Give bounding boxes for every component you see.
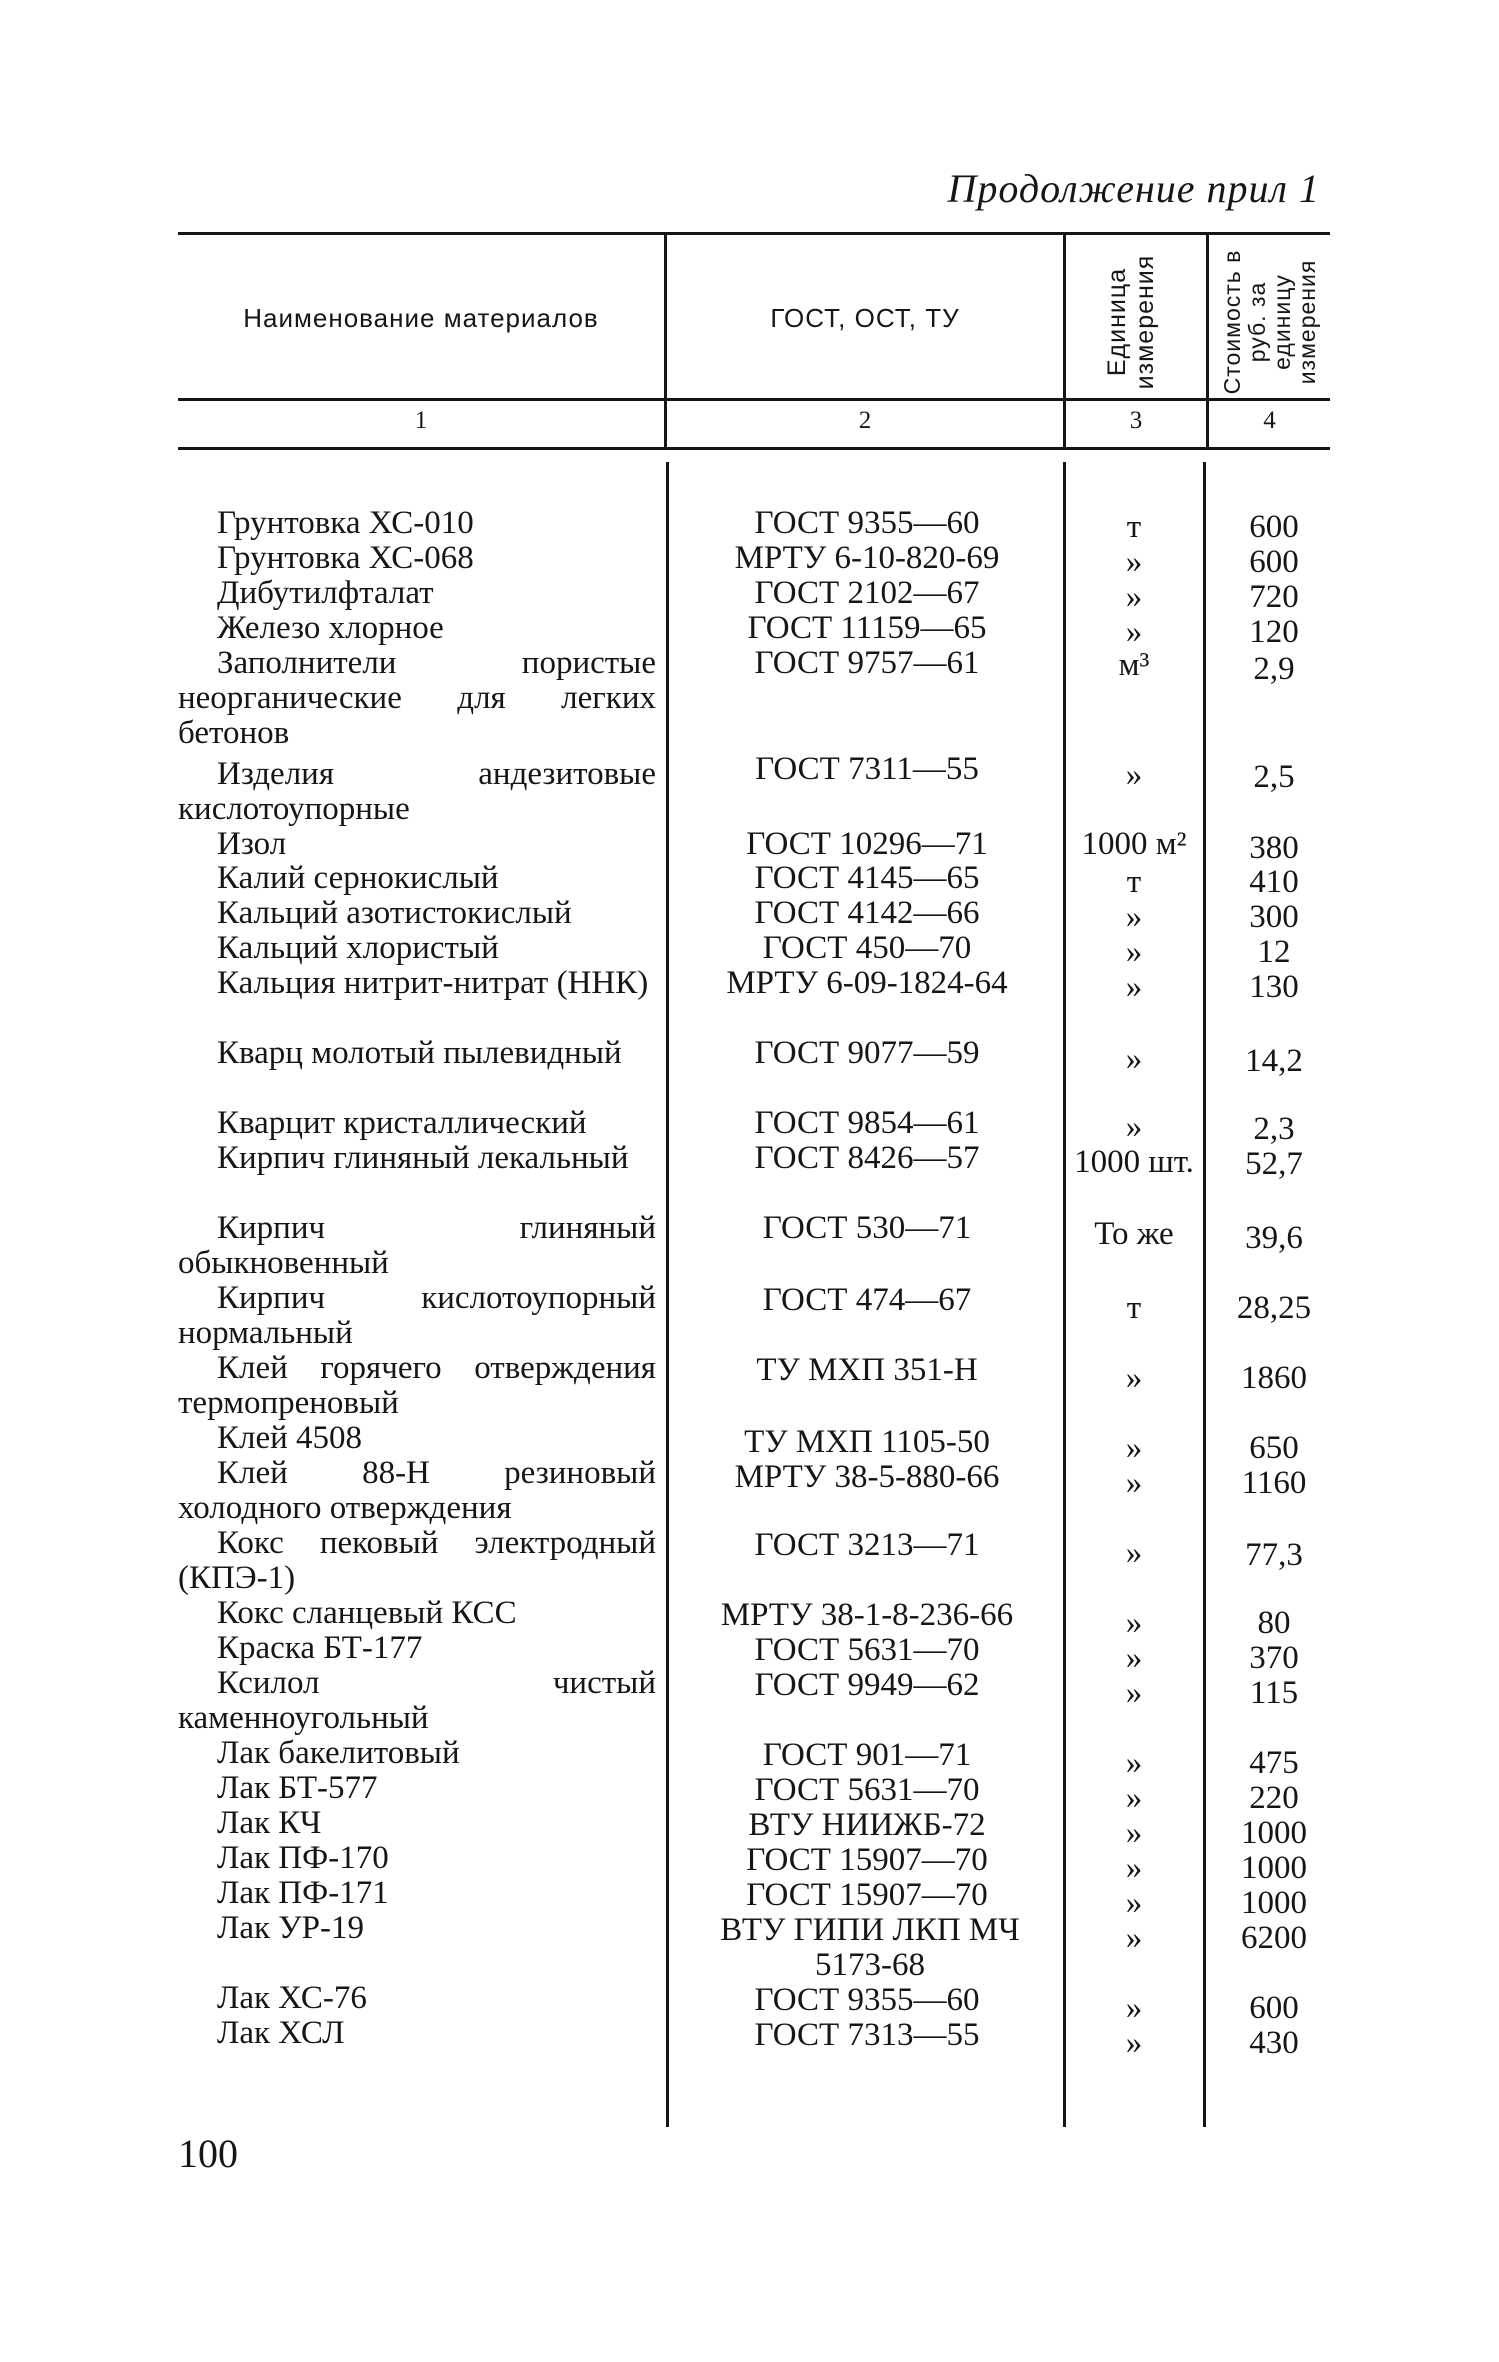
material-standard: ГОСТ 8426—57 — [754, 1140, 980, 1176]
material-name: Кальций хлористый — [217, 930, 499, 966]
material-name: Кирпич кислотоупорный нормальный — [178, 1280, 656, 1351]
material-standard: ГОСТ 7311—55 — [755, 751, 979, 787]
material-cost: 380 — [1249, 830, 1299, 866]
material-unit: » — [1125, 2025, 1143, 2061]
material-standard: ВТУ НИИЖБ-72 — [748, 1807, 986, 1843]
material-unit: » — [1125, 1885, 1143, 1921]
material-cost: 1000 — [1241, 1850, 1307, 1886]
material-name: Кирпич глиняный обыкновенный — [178, 1210, 656, 1281]
material-unit: » — [1125, 1815, 1143, 1851]
material-name: Кварц молотый пылевидный — [217, 1035, 622, 1071]
material-unit: » — [1125, 1041, 1143, 1077]
material-cost: 12 — [1257, 934, 1291, 970]
material-cost: 475 — [1249, 1745, 1299, 1781]
material-standard: ГОСТ 2102—67 — [754, 575, 980, 611]
material-unit: » — [1125, 1360, 1143, 1396]
material-cost: 1000 — [1241, 1885, 1307, 1921]
material-standard: ГОСТ 3213—71 — [754, 1527, 980, 1563]
material-standard: ГОСТ 901—71 — [762, 1737, 972, 1773]
material-name: Клей 88-Н резиновый холодного отверждения — [178, 1455, 656, 1526]
material-name: Лак ПФ-171 — [217, 1875, 389, 1911]
material-name: Краска БТ-177 — [217, 1630, 423, 1666]
material-cost: 1860 — [1241, 1360, 1307, 1396]
material-cost: 2,3 — [1253, 1111, 1295, 1147]
material-standard: ВТУ ГИПИ ЛКП МЧ 5173-68 — [720, 1912, 1020, 1983]
header-standard: ГОСТ, ОСТ, ТУ — [770, 303, 960, 333]
material-standard: ГОСТ 9077—59 — [754, 1035, 980, 1071]
material-name: Калий сернокислый — [217, 860, 499, 896]
material-cost: 2,9 — [1253, 651, 1295, 687]
material-standard: МРТУ 6-09-1824-64 — [726, 965, 1008, 1001]
material-cost: 650 — [1249, 1430, 1299, 1466]
material-cost: 220 — [1249, 1780, 1299, 1816]
material-unit: т — [1126, 864, 1142, 900]
material-name: Лак ПФ-170 — [217, 1840, 389, 1876]
material-cost: 115 — [1249, 1675, 1299, 1711]
material-cost: 52,7 — [1245, 1146, 1303, 1182]
table-top-rule — [178, 232, 1330, 235]
material-name: Кокс пековый электродный (КПЭ-1) — [178, 1525, 656, 1596]
material-unit: » — [1125, 899, 1143, 935]
material-name: Железо хлорное — [217, 610, 444, 646]
material-cost: 1160 — [1241, 1465, 1307, 1501]
material-cost: 39,6 — [1245, 1220, 1303, 1256]
material-name: Кварцит кристаллический — [217, 1105, 587, 1141]
material-unit: » — [1125, 1780, 1143, 1816]
column-number-1: 1 — [414, 407, 428, 434]
material-standard: ГОСТ 450—70 — [762, 930, 972, 966]
material-cost: 80 — [1257, 1605, 1291, 1641]
material-cost: 14,2 — [1245, 1043, 1303, 1079]
material-standard: ГОСТ 474—67 — [762, 1282, 972, 1318]
material-unit: » — [1125, 1605, 1143, 1641]
material-unit: т — [1126, 509, 1142, 545]
material-unit: » — [1125, 1535, 1143, 1571]
material-standard: ГОСТ 9355—60 — [754, 1982, 980, 2018]
material-unit: » — [1125, 579, 1143, 615]
material-unit: м³ — [1118, 647, 1150, 683]
material-name: Кальций азотистокислый — [217, 895, 572, 931]
material-cost: 600 — [1249, 1990, 1299, 2026]
material-standard: ГОСТ 15907—70 — [746, 1842, 988, 1878]
column-number-3: 3 — [1129, 407, 1143, 434]
material-standard: ГОСТ 4145—65 — [754, 860, 980, 896]
material-name: Изол — [217, 826, 287, 862]
body-column-divider-1 — [666, 462, 669, 2127]
material-unit: 1000 м² — [1081, 826, 1187, 862]
material-name: Лак ХС-76 — [217, 1980, 367, 2016]
material-cost: 370 — [1249, 1640, 1299, 1676]
material-name: Лак ХСЛ — [217, 2015, 345, 2051]
material-standard: ГОСТ 10296—71 — [746, 826, 988, 862]
material-cost: 2,5 — [1253, 759, 1295, 795]
material-name: Кирпич глиняный лекальный — [217, 1140, 629, 1176]
page-number: 100 — [178, 2131, 238, 2176]
material-name: Заполнители пористые неорганические для легких бетонов — [178, 645, 656, 751]
continuation-caption: Продолжение прил 1 — [947, 166, 1320, 211]
material-standard: ГОСТ 9355—60 — [754, 505, 980, 541]
material-name: Кальция нитрит-нитрат (ННК) — [217, 965, 649, 1001]
material-cost: 300 — [1249, 899, 1299, 935]
material-name: Лак КЧ — [217, 1805, 322, 1841]
material-unit: » — [1125, 1745, 1143, 1781]
column-number-4: 4 — [1263, 407, 1276, 434]
material-standard: ТУ МХП 1105-50 — [744, 1424, 990, 1460]
material-cost: 1000 — [1241, 1815, 1307, 1851]
column-number-2: 2 — [858, 407, 872, 434]
material-standard: ГОСТ 15907—70 — [746, 1877, 988, 1913]
material-unit: » — [1125, 969, 1143, 1005]
material-standard: ГОСТ 5631—70 — [754, 1772, 980, 1808]
material-cost: 720 — [1249, 579, 1299, 615]
header-material-name: Наименование материалов — [243, 303, 599, 333]
material-unit: » — [1125, 1675, 1143, 1711]
material-name: Изделия андезитовые кислотоупорные — [178, 756, 656, 827]
material-standard: ТУ МХП 351-Н — [756, 1352, 978, 1388]
material-unit: » — [1125, 757, 1143, 793]
material-cost: 28,25 — [1236, 1290, 1312, 1326]
material-cost: 600 — [1249, 544, 1299, 580]
header-unit: Единица измерения — [1103, 254, 1159, 390]
material-standard: ГОСТ 11159—65 — [747, 610, 987, 646]
material-standard: ГОСТ 9757—61 — [754, 645, 980, 681]
material-unit: » — [1125, 1990, 1143, 2026]
material-unit: » — [1125, 1920, 1143, 1956]
material-unit: 1000 шт. — [1074, 1144, 1194, 1180]
material-name: Клей горячего отверждения термопреновый — [178, 1350, 656, 1421]
material-standard: ГОСТ 7313—55 — [754, 2017, 980, 2053]
material-standard: ГОСТ 4142—66 — [754, 895, 980, 931]
header-cost: Стоимость в руб. за единицу измерения — [1219, 249, 1320, 395]
material-unit: » — [1125, 1109, 1143, 1145]
material-name: Ксилол чистый каменноугольный — [178, 1665, 656, 1736]
material-unit: » — [1125, 1640, 1143, 1676]
material-cost: 600 — [1249, 509, 1299, 545]
column-numbers-bottom-rule — [178, 447, 1330, 450]
material-unit: » — [1125, 1850, 1143, 1886]
material-cost: 430 — [1249, 2025, 1299, 2061]
material-name: Грунтовка ХС-068 — [217, 540, 474, 576]
material-unit: То же — [1094, 1216, 1174, 1252]
material-unit: » — [1125, 614, 1143, 650]
material-standard: ГОСТ 9949—62 — [754, 1667, 980, 1703]
material-unit: т — [1126, 1290, 1142, 1326]
material-unit: » — [1125, 1465, 1143, 1501]
material-cost: 410 — [1249, 864, 1299, 900]
material-standard: ГОСТ 5631—70 — [754, 1632, 980, 1668]
material-name: Лак БТ-577 — [217, 1770, 378, 1806]
material-standard: МРТУ 38-5-880-66 — [734, 1459, 1000, 1495]
material-standard: ГОСТ 530—71 — [762, 1210, 972, 1246]
material-standard: МРТУ 38-1-8-236-66 — [720, 1597, 1014, 1633]
material-name: Грунтовка ХС-010 — [217, 505, 474, 541]
material-cost: 6200 — [1241, 1920, 1307, 1956]
material-name: Дибутилфталат — [217, 575, 434, 611]
material-unit: » — [1125, 934, 1143, 970]
material-cost: 77,3 — [1245, 1537, 1303, 1573]
material-name: Лак бакелитовый — [217, 1735, 460, 1771]
material-name: Кокс сланцевый КСС — [217, 1595, 517, 1631]
material-standard: МРТУ 6-10-820-69 — [734, 540, 1000, 576]
material-name: Лак УР-19 — [217, 1910, 365, 1946]
material-unit: » — [1125, 544, 1143, 580]
material-name: Клей 4508 — [217, 1420, 363, 1456]
material-cost: 130 — [1249, 969, 1299, 1005]
material-standard: ГОСТ 9854—61 — [754, 1105, 980, 1141]
material-unit: » — [1125, 1430, 1143, 1466]
material-cost: 120 — [1249, 614, 1299, 650]
